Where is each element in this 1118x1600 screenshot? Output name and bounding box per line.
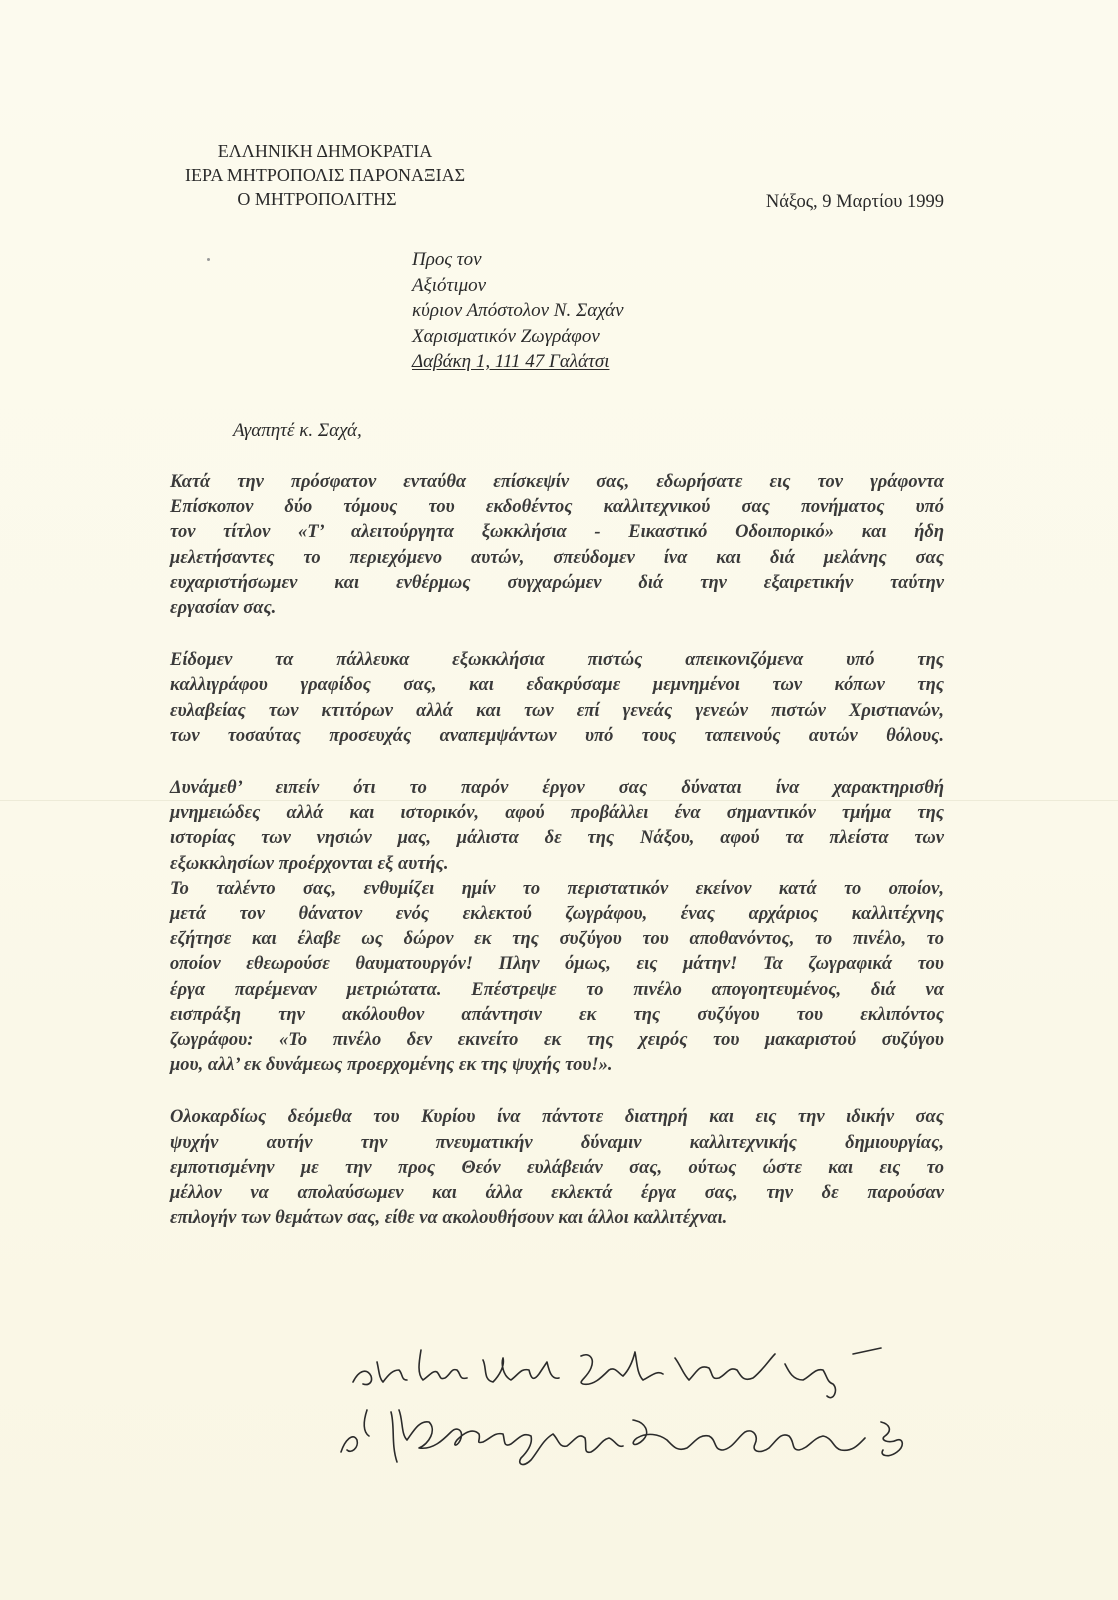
paragraph-line: ψυχήν αυτήν την πνευματικήν δύναμιν καλλιτεχνικής δημιουργίας, (170, 1132, 944, 1153)
paragraph-line: μνημειώδες αλλά και ιστορικόν, αφού προβάλλει ένα σημαντικόν τμήμα της (170, 803, 944, 824)
letter-date: Νάξος, 9 Μαρτίου 1999 (765, 192, 944, 212)
paragraph-line: Επίσκοπον δύο τόμους του εκδοθέντος καλλιτεχνικού σας πονήματος υπό (170, 497, 944, 518)
signature-stroke (391, 1410, 623, 1464)
paragraph-line: επιλογήν των θεμάτων σας, είθε να ακολουθήσουν και άλλοι καλλιτέχναι. (170, 1208, 728, 1229)
paragraph-line: εζήτησε και έλαβε ως δώρον εκ της συζύγου του αποθανόντος, το πινέλο, το (170, 929, 944, 950)
paragraph-line: μέλλον να απολαύσωμεν και άλλα εκλεκτά έργα σας, την δε παρούσαν (170, 1183, 944, 1204)
paragraph-line: ευλαβείας των κτιτόρων αλλά και των επί γενεάς γενεών πιστών Χριστιανών, (170, 700, 944, 721)
paragraph-line: των τοσαύτας προσευχάς αναπεμψάντων υπό τους ταπεινούς αυτών θόλους. (170, 725, 944, 746)
paragraph-line: μου, αλλ’ εκ δυνάμεως προερχομένης εκ της ψυχής του!». (170, 1055, 613, 1076)
paragraph-line: Είδομεν τα πάλλευκα εξωκκλήσια πιστώς απεικονιζόμενα υπό της (170, 650, 944, 671)
paragraph-line: ζωγράφου: «Το πινέλο δεν εκινείτο εκ της χειρός του μακαριστού συζύγου (170, 1030, 944, 1051)
paragraph-line: Ολοκαρδίως δεόμεθα του Κυρίου ίνα πάντοτε διατηρή και εις την ιδικήν σας (170, 1107, 944, 1128)
recipient-line-4: Χαρισματικόν Ζωγράφον (412, 325, 600, 347)
paragraph-3 (170, 776, 944, 877)
closing-handwriting-stroke (581, 1348, 881, 1398)
paragraph-4 (170, 877, 944, 1079)
paragraph-line: τον τίτλον «Τ’ αλειτούργητα ξωκκλήσια - Εικαστικό Οδοιπορικό» και ήδη (170, 522, 944, 543)
signature-stroke (881, 1422, 902, 1456)
paragraph-line: εισπράξη την ακόλουθον απάντησιν εκ της συζύγου του εκλιπόντος (170, 1004, 944, 1025)
paragraph-line: Δυνάμεθ’ ειπείν ότι το παρόν έργον σας δύναται ίνα χαρακτηρισθή (170, 778, 944, 799)
closing-handwriting-stroke (353, 1350, 559, 1385)
signature-drawing (333, 1340, 953, 1480)
recipient-line-5: Δαβάκη 1, 111 47 Γαλάτσι (412, 351, 610, 372)
paragraph-line: καλλιγράφου γραφίδος σας, και εδακρύσαμε μεμνημένοι των κόπων της (170, 675, 944, 696)
paragraph-line: έργα παρέμεναν μετριώτατα. Επέστρεψε το πινέλο απογοητευμένος, διά να (170, 979, 944, 1000)
paragraph-line: οποίον εθεωρούσε θαυματουργόν! Πλην όμως, εις μάτην! Τα ζωγραφικά του (170, 954, 944, 975)
letterhead (125, 139, 525, 211)
paragraph-line: εμποτισμένην με την προς Θεόν ευλάβειάν σας, ούτως ώστε και εις το (170, 1157, 944, 1178)
signature-stroke (341, 1410, 369, 1452)
paper-speck (207, 258, 210, 261)
letter-body (170, 470, 944, 1258)
paragraph-line: Το ταλέντο σας, ενθυμίζει ημίν το περιστατικόν εκείνον κατά το οποίον, (170, 878, 944, 899)
letterhead-line-2: ΙΕΡΑ ΜΗΤΡΟΠΟΛΙΣ ΠΑΡΟΝΑΞΙΑΣ (184, 165, 466, 185)
paragraph-line: Κατά την πρόσφατον ενταύθα επίσκεψίν σας, εδωρήσατε εις τον γράφοντα (170, 472, 944, 492)
paragraph-line: μετά τον θάνατον ενός εκλεκτού ζωγράφου, ένας αρχάριος καλλιτέχνης (170, 904, 944, 925)
letterhead-line-1: ΕΛΛΗΝΙΚΗ ΔΗΜΟΚΡΑΤΙΑ (217, 141, 433, 161)
recipient-line-2: Αξιότιμον (412, 274, 487, 296)
recipient-line-1: Προς τον (412, 249, 482, 270)
paragraph-line: μελετήσαντες το περιεχόμενο αυτών, σπεύδομεν ίνα και διά μελάνης σας (170, 547, 944, 568)
handwritten-signature (333, 1340, 953, 1480)
recipient-address (412, 247, 624, 375)
paragraph-line: ευχαριστήσωμεν και ενθέρμως συγχαρώμεν διά την εξαιρετικήν ταύτην (170, 572, 944, 593)
paragraph-line: εργασίαν σας. (170, 598, 277, 619)
paragraph-line: εξωκκλησίων προέρχονται εξ αυτής. (170, 853, 449, 874)
paragraph-2 (170, 648, 944, 749)
paragraph-line: ιστορίας των νησιών μας, μάλιστα δε της Νάξου, αφού τα πλείστα των (170, 828, 944, 849)
letterhead-line-3: Ο ΜΗΤΡΟΠΟΛΙΤΗΣ (237, 189, 397, 209)
paragraph-1 (170, 470, 944, 621)
recipient-line-3: κύριον Απόστολον Ν. Σαχάν (412, 300, 624, 321)
paragraph-5 (170, 1105, 944, 1231)
salutation: Αγαπητέ κ. Σαχά, (233, 420, 362, 441)
signature-stroke (633, 1420, 865, 1451)
